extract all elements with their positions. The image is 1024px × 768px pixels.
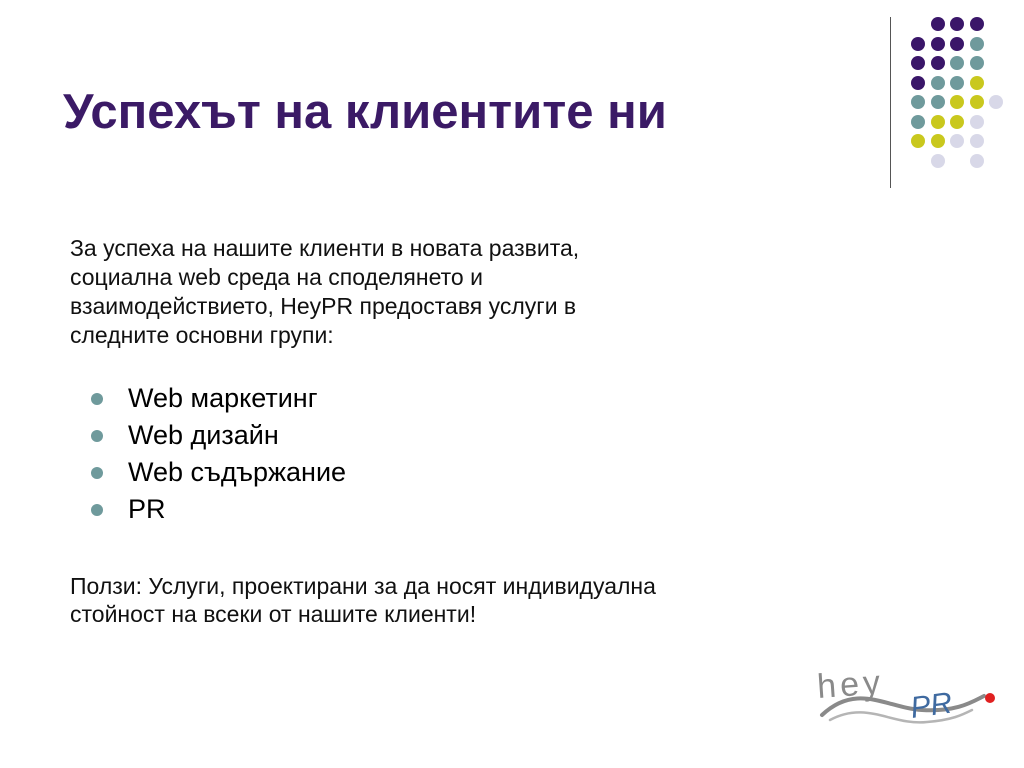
intro-paragraph xyxy=(70,234,750,350)
decorative-dot xyxy=(950,95,964,109)
decorative-dot xyxy=(950,76,964,90)
bullet-dot-icon xyxy=(91,504,103,516)
decorative-dot xyxy=(911,37,925,51)
decorative-dot xyxy=(950,17,964,31)
decorative-dot xyxy=(931,17,945,31)
decorative-dot xyxy=(931,134,945,148)
decorative-dot xyxy=(970,76,984,90)
decorative-dot xyxy=(931,37,945,51)
intro-line: следните основни групи: xyxy=(70,322,334,348)
decorative-dot xyxy=(970,134,984,148)
decorative-dot xyxy=(989,95,1003,109)
decorative-dot xyxy=(970,95,984,109)
bullet-dot-icon xyxy=(91,393,103,405)
list-item-label: Web маркетинг xyxy=(128,383,318,413)
heypr-logo xyxy=(812,660,1002,740)
decorative-dot xyxy=(911,56,925,70)
footer-line: стойност на всеки от нашите клиенти! xyxy=(70,601,477,627)
decorative-dot xyxy=(970,37,984,51)
decorative-dot xyxy=(970,154,984,168)
decorative-dot xyxy=(950,56,964,70)
list-item-label: Web съдържание xyxy=(128,457,347,487)
logo-text-hey: hey xyxy=(815,663,886,706)
list-item xyxy=(88,454,346,491)
decorative-dot xyxy=(931,154,945,168)
decorative-dot xyxy=(911,134,925,148)
decorative-dot xyxy=(950,115,964,129)
slide-title: Успехът на клиентите ни xyxy=(63,85,667,139)
decorative-dot xyxy=(931,76,945,90)
bullet-dot-icon xyxy=(91,467,103,479)
intro-line: За успеха на нашите клиенти в новата развита, xyxy=(70,235,580,261)
decorative-dot xyxy=(911,95,925,109)
decorative-dot xyxy=(950,37,964,51)
decorative-dot xyxy=(970,115,984,129)
logo-red-dot xyxy=(985,693,995,703)
decorative-dot xyxy=(931,95,945,109)
intro-line: социална web среда на споделянето и xyxy=(70,264,483,290)
decorative-dot xyxy=(970,56,984,70)
list-item xyxy=(88,491,346,528)
list-item xyxy=(88,417,346,454)
decorative-dot xyxy=(931,56,945,70)
list-item-label: PR xyxy=(128,494,166,524)
footer-line: Ползи: Услуги, проектирани за да носят индивидуална xyxy=(70,573,656,599)
list-item-label: Web дизайн xyxy=(128,420,279,450)
intro-line: взаимодействието, HeyPR предоставя услуги в xyxy=(70,293,577,319)
decorative-dot xyxy=(911,76,925,90)
logo-text-pr: PR xyxy=(908,686,955,725)
benefits-paragraph xyxy=(70,572,770,628)
bullet-dot-icon xyxy=(91,430,103,442)
vertical-divider xyxy=(890,17,891,188)
decorative-dot xyxy=(911,115,925,129)
decorative-dot xyxy=(970,17,984,31)
list-item xyxy=(88,380,346,417)
decorative-dot xyxy=(950,134,964,148)
service-list xyxy=(88,380,346,528)
decorative-dot xyxy=(931,115,945,129)
